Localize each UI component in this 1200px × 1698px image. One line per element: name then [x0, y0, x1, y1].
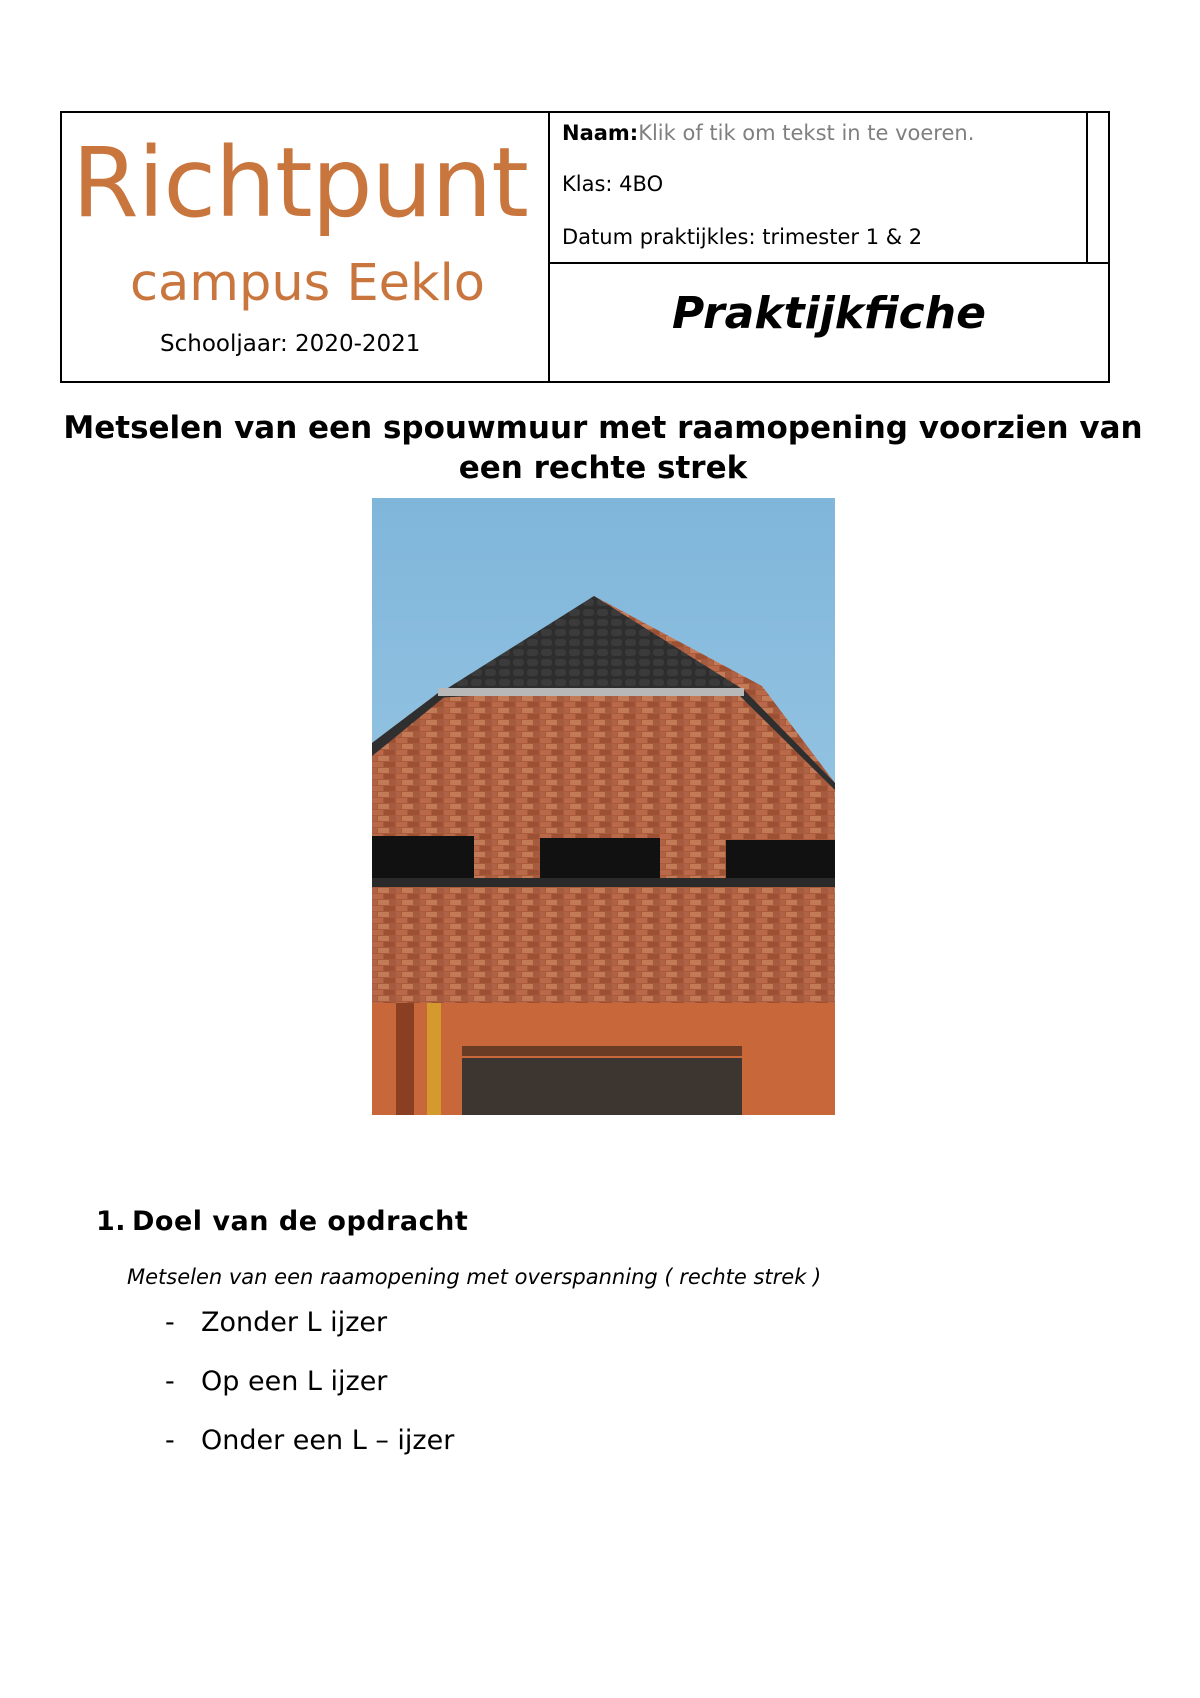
floor-ledge — [372, 878, 835, 887]
list-item-text: Op een L ijzer — [201, 1366, 388, 1397]
list-item — [165, 1426, 454, 1485]
building-photo — [372, 498, 835, 1115]
window-opening-left — [372, 836, 474, 878]
column-yellow — [427, 1003, 441, 1115]
header-table — [60, 111, 1110, 383]
section-heading-text: Doel van de opdracht — [132, 1206, 469, 1237]
doc-type-cell — [550, 264, 1108, 381]
lintel — [462, 1046, 742, 1056]
window-opening-middle — [540, 838, 660, 880]
list-item-text: Onder een L – ijzer — [201, 1425, 455, 1456]
klas: Klas: 4BO — [562, 172, 664, 196]
schooljaar: Schooljaar: 2020-2021 — [160, 331, 421, 357]
datum-praktijkles: Datum praktijkles: trimester 1 & 2 — [562, 225, 923, 249]
dash-bullet: - — [165, 1307, 175, 1338]
naam-field[interactable] — [562, 123, 974, 144]
page-title: Metselen van een spouwmuur met raamopening voorzien van een rechte strek — [63, 410, 1143, 486]
dash-bullet: - — [165, 1366, 175, 1397]
list-item — [165, 1308, 454, 1367]
list-item-text: Zonder L ijzer — [201, 1307, 388, 1338]
gutter — [438, 688, 744, 696]
section-number: 1. — [96, 1206, 127, 1237]
logo-cell — [62, 113, 550, 381]
section-intro: Metselen van een raamopening met overspanning ( rechte strek ) — [127, 1265, 822, 1289]
school-logo-name: Richtpunt — [72, 127, 528, 239]
column-left — [396, 1003, 414, 1115]
bullet-list — [165, 1308, 454, 1485]
student-info-cell — [550, 113, 1088, 264]
school-logo-campus: campus Eeklo — [130, 254, 485, 313]
window-opening-right — [726, 840, 835, 882]
list-item — [165, 1367, 454, 1426]
dash-bullet: - — [165, 1425, 175, 1456]
section-heading — [96, 1208, 468, 1235]
ground-opening — [462, 1058, 742, 1115]
header-spacer-cell — [1088, 113, 1108, 264]
naam-label: Naam: — [562, 121, 639, 145]
naam-placeholder[interactable]: Klik of tik om tekst in te voeren. — [638, 121, 975, 145]
doc-type-title: Praktijkfiche — [672, 288, 986, 339]
